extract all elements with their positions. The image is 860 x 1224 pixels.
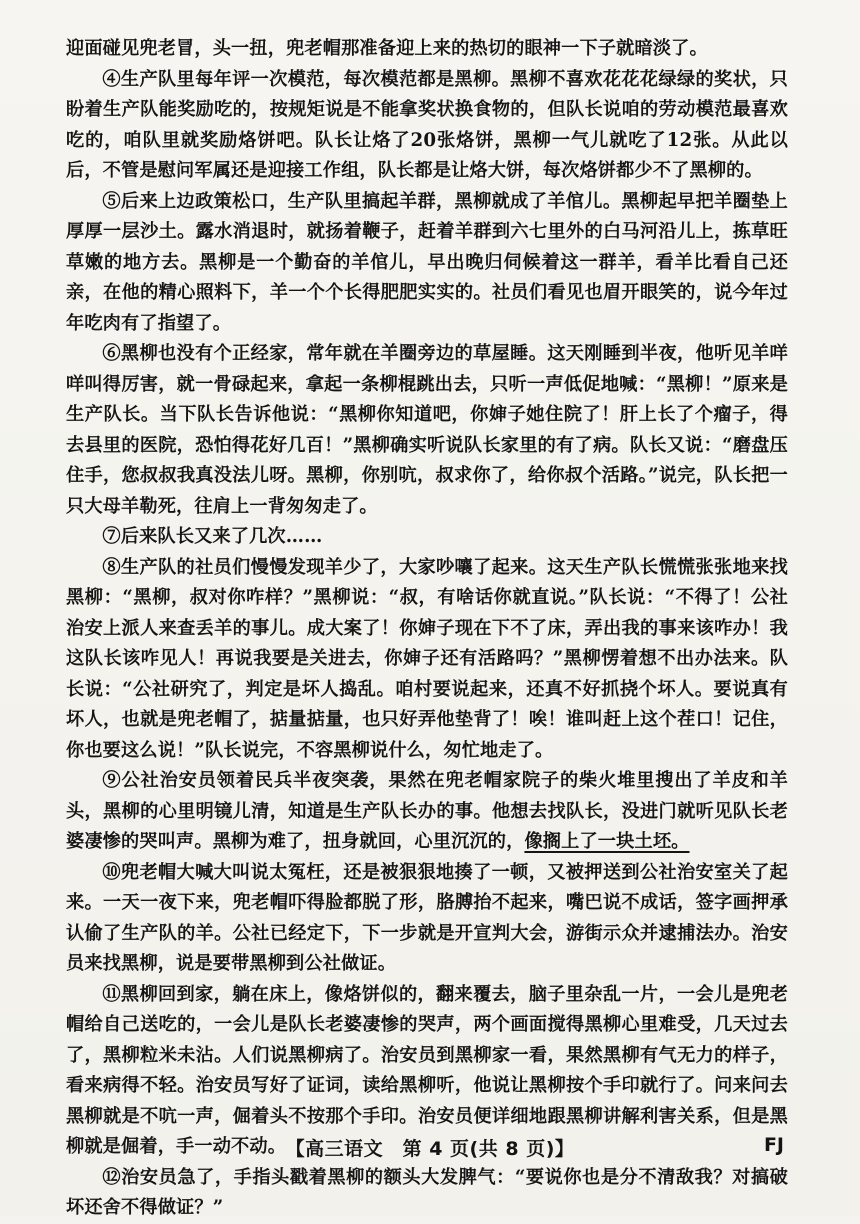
paragraph-4: ④生产队里每年评一次模范，每次模范都是黑柳。黑柳不喜欢花花花绿绿的奖状，只盼着生产队能奖励吃的，按规矩说是不能拿奖状换食物的，但队长说咱的劳动模范最喜欢吃的，咱队里就奖励烙饼吧。队长让烙了20张烙饼，黑柳一气儿就吃了12张。从此以后，不管是慰问军属还是迎接工作组，队长都是让烙大饼，每次烙饼都少不了黑柳的。 [66, 68, 788, 181]
paragraph-9-text: ⑨公社治安员领着民兵半夜突袭，果然在兜老帽家院子的柴火堆里搜出了羊皮和羊头，黑柳的心里明镜儿清，知道是生产队长办的事。他想去找队长，没进门就听见队长老婆凄惨的哭叫声。黑柳为难了，扭身就回，心里沉沉的， [66, 770, 788, 852]
paragraph-11: ⑪黑柳回到家，躺在床上，像烙饼似的，翻来覆去，脑子里杂乱一片，一会儿是兜老帽给自己送吃的，一会儿是队长老婆凄惨的哭声，两个画面搅得黑柳心里难受，几天过去了，黑柳粒米未沾。人们说黑柳病了。治安员到黑柳家一看，果然黑柳有气无力的样子，看来病得不轻。治安员写好了证词，读给黑柳听，他说让黑柳按个手印就行了。问来问去黑柳就是不吭一声，倔着头不按那个手印。治安员便详细地跟黑柳讲解利害关系，但是黑柳就是倔着，手一动不动。 [66, 983, 788, 1157]
passage-body [66, 34, 788, 1224]
paragraph-continued: 迎面碰见兜老冒，头一扭，兜老帽那准备迎上来的热切的眼神一下子就暗淡了。 [66, 38, 708, 59]
underlined-phrase: 像搁上了一块土坯。 [524, 831, 690, 852]
paragraph-8: ⑧生产队的社员们慢慢发现羊少了，大家吵嚷了起来。这天生产队长慌慌张张地来找黑柳：“黑柳，叔对你咋样？”黑柳说：“叔，有啥话你就直说。”队长说：“不得了！公社治安上派人来查丢羊的事儿。成大案了！你婶子现在下不了床，弄出我的事来该咋办！我这队长该咋见人！再说我要是关进去，你婶子还有活路吗？”黑柳愣着想不出办法来。队长说：“公社研究了，判定是坏人捣乱。咱村要说起来，还真不好抓挠个坏人。要说真有坏人，也就是兜老帽了，掂量掂量，也只好弄他垫背了！唉！谁叫赶上这个茬口！记住，你也要这么说！”队长说完，不容黑柳说什么，匆忙地走了。 [66, 556, 788, 761]
region-code: FJ [763, 1134, 784, 1156]
paragraph-7: ⑦后来队长又来了几次…… [102, 526, 323, 547]
paragraph-12: ⑫治安员急了，手指头戳着黑柳的额头大发脾气：“要说你也是分不清敌我？对搞破坏还舍不得做证？” [66, 1166, 788, 1218]
page-footer [0, 1134, 860, 1164]
paragraph-9 [66, 766, 788, 858]
paragraph-10: ⑩兜老帽大喊大叫说太冤枉，还是被狠狠地揍了一顿，又被押送到公社治安室关了起来。一天一夜下来，兜老帽吓得脸都脱了形，胳膊抬不起来，嘴巴说不成话，签字画押承认偷了生产队的羊。公社已经定下，下一步就是开宣判大会，游街示众并逮捕法办。治安员来找黑柳，说是要带黑柳到公社做证。 [66, 861, 788, 974]
paragraph-6: ⑥黑柳也没有个正经家，常年就在羊圈旁边的草屋睡。这天刚睡到半夜，他听见羊咩咩叫得厉害，就一骨碌起来，拿起一条柳棍跳出去，只听一声低促地喊：“黑柳！”原来是生产队长。当下队长告诉他说：“黑柳你知道吧，你婶子她住院了！肝上长了个瘤子，得去县里的医院，恐怕得花好几百！”黑柳确实听说队长家里的有了病。队长又说：“磨盘压住手，您叔叔我真没法儿呀。黑柳，你别吭，叔求你了，给你叔个活路。”说完，队长把一只大母羊勒死，往肩上一背匆匆走了。 [66, 343, 788, 517]
page-number-label: 【高三语文 第 4 页(共 8 页)】 [285, 1138, 575, 1160]
paragraph-5: ⑤后来上边政策松口，生产队里搞起羊群，黑柳就成了羊倌儿。黑柳起早把羊圈垫上厚厚一层沙土。露水消退时，就扬着鞭子，赶着羊群到六七里外的白马河沿儿上，拣草旺草嫩的地方去。黑柳是一个勤奋的羊倌儿，早出晚归伺候着这一群羊，看羊比看自己还亲，在他的精心照料下，羊一个个长得肥肥实实的。社员们看见也眉开眼笑的，说今年过年吃肉有了指望了。 [66, 190, 788, 334]
